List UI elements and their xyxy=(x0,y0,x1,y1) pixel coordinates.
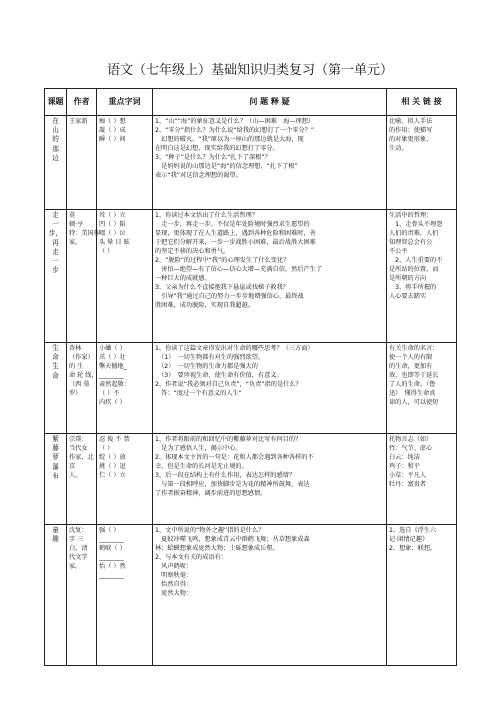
author-line: 代文学 xyxy=(69,554,88,561)
topic-line: 步， xyxy=(48,229,63,238)
words-line: 强（ ） xyxy=(99,527,120,534)
questions-line: 表示“我”对这信念理想的渴望。 xyxy=(155,172,242,179)
links-line: 的对象更形象、 xyxy=(389,136,433,143)
questions-line: （3） 要珍视生命，使生命有价值，有意义。 xyxy=(155,372,283,379)
questions-line: 答：“度过一个有意义的人生” xyxy=(155,390,242,397)
questions-line: 显现，更体现了在人生道路上，遇到各种危险和困难时，善 xyxy=(155,230,316,237)
words-line: ________ xyxy=(99,572,124,579)
lesson-cell xyxy=(45,210,67,343)
links-line: 人们的责难，人们 xyxy=(389,230,439,237)
author-line: 命 轮 线， xyxy=(69,372,98,379)
author-line: 罗） xyxy=(69,390,82,397)
author-line: 白，清 xyxy=(69,545,88,552)
links-line: 是所朝的方向 xyxy=(389,275,427,282)
questions-line: 在明白这是幻想，现实给我的幻想打了零分。 xyxy=(155,145,279,152)
questions-line: 2、“脱险”的过程中“我”的心理发生了什么变化？ xyxy=(155,257,290,264)
author-line: 人。 xyxy=(69,472,82,479)
author-line: 宗璞： xyxy=(69,436,88,443)
author-line: 特：美国作 xyxy=(69,230,100,237)
questions-line: 夏蚊冲噬飞鸣，想象成青云中群鹤飞舞；丛草想象成森 xyxy=(155,536,310,543)
topic-line: 藤 xyxy=(52,444,59,453)
table-header-row xyxy=(45,89,457,116)
questions-cell xyxy=(153,210,387,343)
author-line: 莫 xyxy=(69,212,76,219)
keywords-cell xyxy=(97,525,153,666)
author-cell xyxy=(67,525,97,666)
words-line: 耸（ ）立 xyxy=(99,212,126,219)
author-line: 家。 xyxy=(69,563,82,570)
questions-line: 于把它们分解开来，一步一步战胜小困难，最后战胜大困难 xyxy=(155,239,316,246)
links-cell xyxy=(387,343,457,434)
topic-line: 一 xyxy=(52,257,59,266)
questions-line: 2、“零分”指什么？为什么说“给我的幻想打了一个零分？” xyxy=(155,127,315,134)
topic-line: 萝 xyxy=(52,453,59,462)
links-line: 人心要去踏实 xyxy=(389,293,427,300)
review-table xyxy=(44,88,457,666)
words-line: 头 晕 目 眩 xyxy=(99,239,130,246)
lesson-cell xyxy=(45,343,67,434)
author-line: 家。 xyxy=(69,239,82,246)
links-line: 的作用：使描写 xyxy=(389,127,433,134)
links-cell xyxy=(387,434,457,525)
links-line: 1、走骨头不埋怨 xyxy=(389,221,443,228)
topic-line: 走 xyxy=(52,211,59,219)
links-line: 牡丹：富贵者 xyxy=(389,481,427,488)
words-line: （ ） xyxy=(99,445,114,452)
author-line: 作家，北 xyxy=(69,454,94,461)
links-line: 小草：平凡人 xyxy=(389,472,427,479)
header-author: 作者 xyxy=(67,89,97,116)
table-row xyxy=(45,525,457,666)
author-line: （西 慕 xyxy=(69,381,90,388)
questions-line: 庞然大物： xyxy=(155,590,193,597)
keywords-cell xyxy=(97,343,153,434)
links-line: 的生命，更加有 xyxy=(389,363,433,370)
topic-line: 布 xyxy=(52,471,59,480)
questions-cell xyxy=(153,116,387,210)
questions-line: 走一步，再走一步。不仅是年处险境时强烈求生愿望的 xyxy=(155,221,310,228)
questions-line: 是为了感悟人生，揭示中心。 xyxy=(155,445,242,452)
table-row xyxy=(45,210,457,343)
words-line: 肃然起敬： xyxy=(99,381,130,388)
questions-line: 的坚定不移的决心和勇气。 xyxy=(155,248,230,255)
links-line: 是所站的位置，而 xyxy=(389,266,439,273)
links-line: 使一个人的有限 xyxy=(389,354,433,361)
topic-line: 童 xyxy=(52,526,59,534)
questions-line: 胜困难，成功脱险，实现自我超越。 xyxy=(155,302,254,309)
words-line: 凝（ ）成 xyxy=(99,127,126,134)
links-line: 了人的生命。（鲁 xyxy=(389,381,436,388)
words-line: ________ xyxy=(99,554,124,561)
questions-line: 是妈妈说的山那边是“海”的信念理想，“扎下了根” xyxy=(155,163,298,170)
links-line: 不公平 xyxy=(389,248,408,255)
topic-line: 步 xyxy=(52,266,59,275)
words-line: 绽（ ）放 xyxy=(99,454,126,461)
questions-line: （2） 一切生物的生命力都是强大的 xyxy=(155,363,258,370)
topic-line: 命 xyxy=(52,353,59,362)
header-keywords: 重点字词 xyxy=(97,89,153,116)
author-line: （作家） xyxy=(69,354,94,361)
topic-line: 边 xyxy=(52,153,59,162)
lesson-cell xyxy=(45,434,67,525)
links-line: 2、想象、联想。 xyxy=(389,545,437,552)
links-line: 谛的人，可以使短 xyxy=(389,399,439,406)
header-lesson: 课题 xyxy=(45,89,67,116)
table-row xyxy=(45,343,457,434)
keywords-cell xyxy=(97,210,153,343)
table-row xyxy=(45,116,457,210)
keywords-cell xyxy=(97,434,153,525)
words-line: 擎天撼地_ xyxy=(99,363,127,370)
words-line: （ ）不 xyxy=(99,390,120,397)
links-line: 鸡子：和平 xyxy=(389,463,420,470)
links-line: 有关生命的名言： xyxy=(389,345,439,352)
author-line: 的 生 xyxy=(69,363,84,370)
questions-line: （1） 一切生物都有对生的强烈欲望。 xyxy=(155,354,265,361)
questions-line: 幸，但是生命的长河是无止境的。 xyxy=(155,463,248,470)
questions-line: 害怕—绝望—有了信心—信心大增—充满自信，然后产生了 xyxy=(155,266,323,273)
author-line: 当代女 xyxy=(69,445,88,452)
header-questions: 问 题 释 疑 xyxy=(153,89,387,116)
questions-line: 1、你读了这篇文章得发出对生命的哪些思考？（三方面） xyxy=(155,345,314,352)
words-line: 茁（ ）壮 xyxy=(99,354,126,361)
questions-line: 一种巨大的成就感。 xyxy=(155,275,211,282)
topic-line: 瀑 xyxy=(52,462,59,471)
words-line: 挑（ ）逗 xyxy=(99,463,126,470)
links-cell xyxy=(387,210,457,343)
questions-line: 风声鹤唳： xyxy=(155,563,193,570)
questions-line: 1、文中所说的“物外之趣”指的是什么？ xyxy=(155,527,265,534)
words-line: ________ xyxy=(99,372,124,379)
questions-line: 2、与本文有关的成语有： xyxy=(155,554,227,561)
questions-line: 3、“种子”是什么？为什么“扎下了深根”？ xyxy=(155,154,271,161)
topic-line: 在 xyxy=(52,117,59,125)
questions-line: 1、“山”“海”的象征意义是什么？（山—困难 海—理想） xyxy=(155,118,315,125)
links-line: 竹：气节、虚心 xyxy=(389,445,433,452)
questions-line: 明察秋毫： xyxy=(155,572,193,579)
header-links: 相 关 链 接 xyxy=(387,89,457,116)
questions-cell xyxy=(153,343,387,434)
author-line: 沈复： xyxy=(69,527,88,534)
links-line: 1、选自《浮生六 xyxy=(389,527,437,534)
questions-line: 怡然自得： xyxy=(155,581,193,588)
links-line: 白云：纯洁 xyxy=(389,454,420,461)
questions-line: 1、作者将眼前的和回忆中的紫藤萝对比写有何目的？ xyxy=(155,436,302,443)
author-line: 王家新 xyxy=(69,118,88,125)
words-line: 瞬（ ）间 xyxy=(99,136,126,143)
links-line: 效，也即等于延长 xyxy=(389,372,439,379)
topic-line: 一 xyxy=(52,220,59,229)
topic-line: 走 xyxy=(52,247,59,256)
questions-line: 了作者振奋精神，阔步前进的思想感情。 xyxy=(155,490,267,497)
links-line: 知理智总会有公 xyxy=(389,239,433,246)
keywords-cell xyxy=(97,116,153,210)
links-line: 2、人生重要的不 xyxy=(389,257,443,264)
author-cell xyxy=(67,116,97,210)
words-line: ________ xyxy=(99,536,124,543)
words-line: 啜（ ）泣 xyxy=(99,230,126,237)
links-cell xyxy=(387,116,457,210)
topic-line: 趣 xyxy=(52,535,59,544)
links-line: 生动。 xyxy=(389,145,408,152)
questions-line: 2、体现本文主旨的一句是：花和人都会遇到各种各样的不 xyxy=(155,454,314,461)
author-line: 字 三 xyxy=(69,536,84,543)
links-cell xyxy=(387,525,457,666)
questions-line: 与第一段相呼应，加快脚步是为花的精神所鼓舞，表达 xyxy=(155,481,310,488)
topic-line: 的 xyxy=(52,135,59,144)
author-cell xyxy=(67,210,100,343)
links-line: 生活中的哲理： xyxy=(389,212,433,219)
questions-line: 3、后一段在结构上有什么作用，表达怎样的感情？ xyxy=(155,472,296,479)
words-line: 伫（ ）立 xyxy=(99,472,126,479)
links-line: 记·闲情记趣》 xyxy=(389,536,429,543)
topic-line: 生 xyxy=(52,344,59,352)
table-row xyxy=(45,434,457,525)
topic-line: 命 xyxy=(52,371,59,380)
questions-line: 引导“我”通过自己的努力一步步地增强信心，最终战 xyxy=(155,293,304,300)
page-title: 语文（七年级上）基础知识归类复习（第一单元） xyxy=(106,63,393,78)
questions-line: 3、父亲为什么不直接抱我下悬崖或找梯子救我？ xyxy=(155,284,289,291)
questions-cell xyxy=(153,434,387,525)
topic-line: 生 xyxy=(52,362,59,371)
words-line: （ ） xyxy=(99,248,114,255)
links-line: 迅） 懂得生命真 xyxy=(389,390,436,397)
words-line: 凹（ ）陷 xyxy=(99,221,126,228)
words-line: 怡（ ）然 xyxy=(99,563,126,570)
author-line: 顿·亨 xyxy=(69,221,84,228)
links-line: 比喻、拟人手法 xyxy=(389,118,433,125)
author-line: 京 xyxy=(69,463,76,470)
author-cell xyxy=(67,434,97,525)
links-line: 3、将手所握的 xyxy=(389,284,437,291)
words-line: 内疚（ ） xyxy=(99,399,126,406)
questions-line: 林；蛤蟆想象成庞然大物；土砾想象成丘壑。 xyxy=(155,545,279,552)
questions-line: 1、你读过本文悟出了什么生活哲理？ xyxy=(155,212,258,219)
words-line: 小蛐（ ） xyxy=(99,345,126,352)
words-line: 痴（ ）想 xyxy=(99,118,126,125)
words-line: 鹤唳（ ） xyxy=(99,545,126,552)
topic-line: 那 xyxy=(52,144,59,153)
author-line: 杏林 xyxy=(69,345,82,352)
questions-line: 幻想的破灭。“我”原以为一座山的那边就是大海，现 xyxy=(155,136,304,143)
topic-line: 再 xyxy=(52,238,59,247)
author-cell xyxy=(67,343,97,434)
lesson-cell xyxy=(45,116,67,210)
words-line: 忍 俊 不 禁 xyxy=(99,436,130,443)
links-line: 托物言志（如） xyxy=(389,436,433,443)
questions-cell xyxy=(153,525,387,666)
topic-line: 紫 xyxy=(52,435,59,443)
topic-line: 山 xyxy=(52,126,59,135)
questions-line: 2、作者说“我必须对自己负责”，“负责”指的是什么？ xyxy=(155,381,302,388)
lesson-cell xyxy=(45,525,67,666)
